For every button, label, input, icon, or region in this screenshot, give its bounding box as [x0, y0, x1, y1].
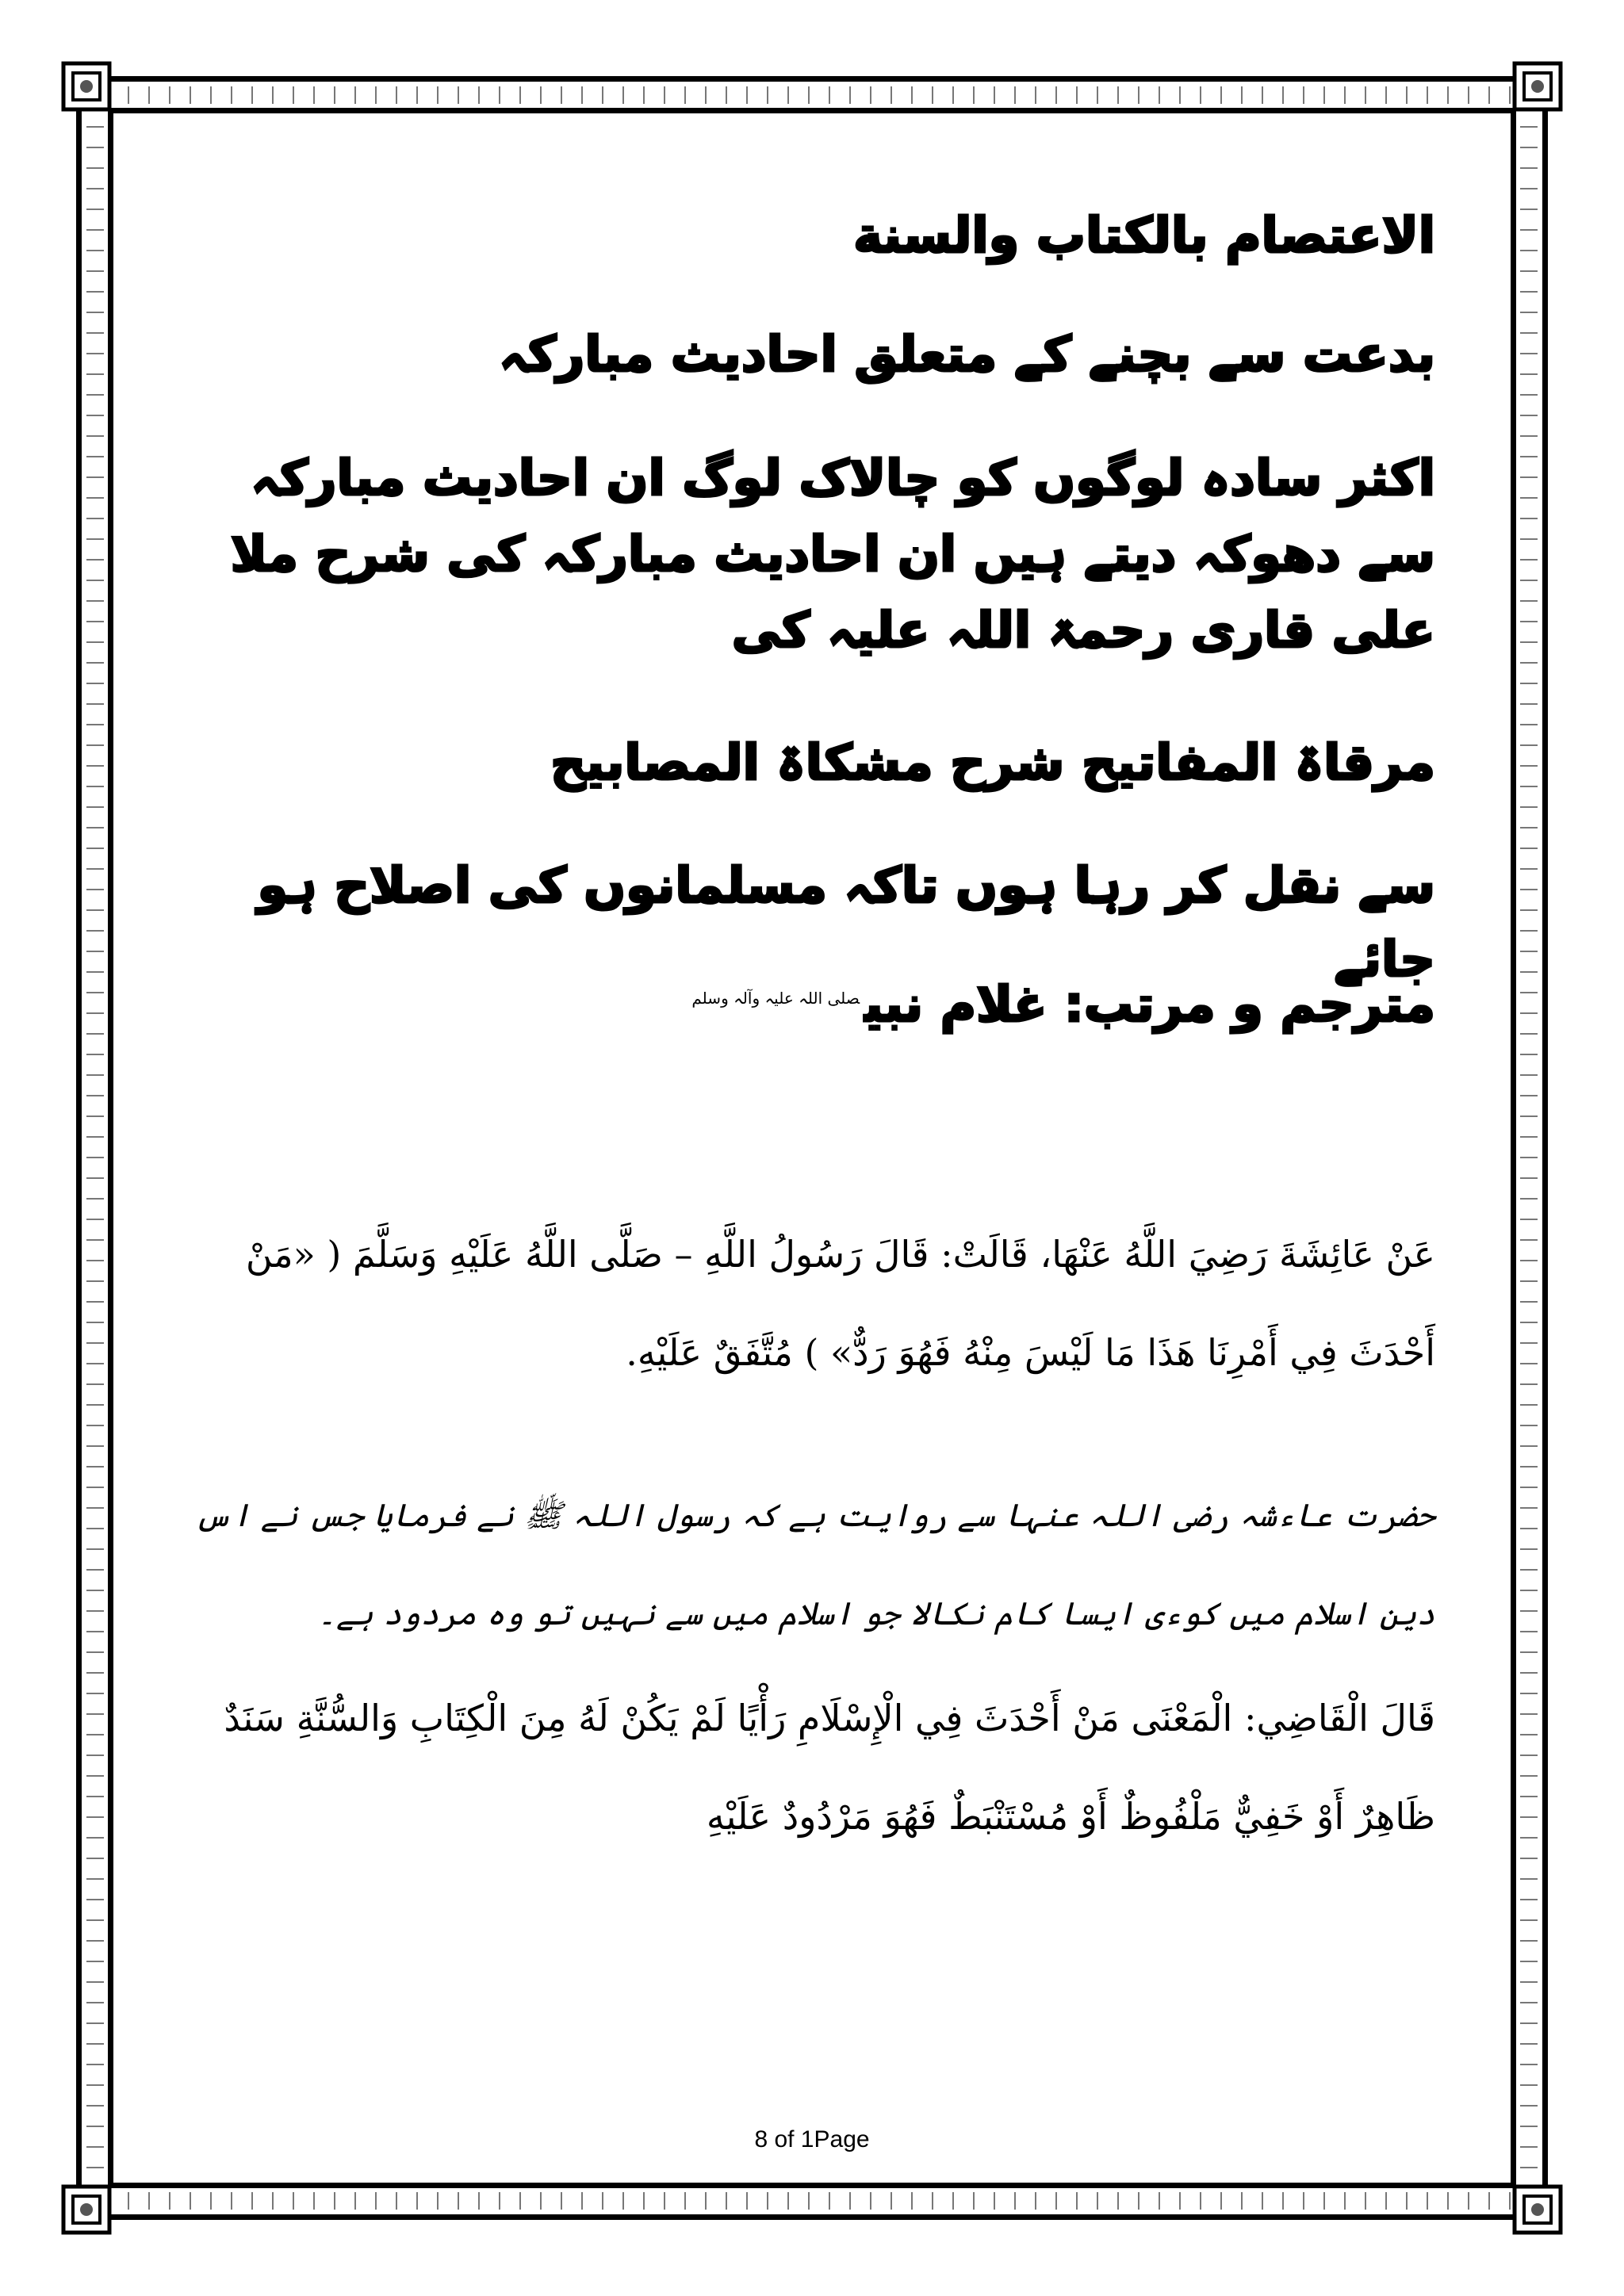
border-band-bottom: [86, 2192, 1538, 2210]
honorific-mark: صلی اللہ علیہ وآلہ وسلم: [691, 989, 860, 1008]
purpose-heading: سے نقل کر رہا ہوں تاکہ مسلمانوں کی اصلاح ہو جائے: [257, 856, 1435, 988]
hadith-urdu-translation: حضرت عاءشہ رضی اللہ عنہا سے روایت ہے کہ رسول اللہ ﷺ نے فرمایا جس نے اس دین اسلام میں کوءی ایسا کام نکالا جو اسلام میں سے نہیں تو وہ مردود ہے۔: [194, 1498, 1435, 1632]
page-content: [182, 198, 1435, 2117]
document-title: الاعتصام بالکتاب والسنة: [853, 206, 1435, 264]
document-subtitle: بدعت سے بچنے کے متعلق احادیث مبارکہ: [499, 325, 1435, 383]
book-title-heading: مرقاۃ المفاتیح شرح مشکاۃ المصابیح: [550, 733, 1435, 791]
border-band-left: [86, 86, 104, 2210]
author-heading: [691, 967, 1435, 1041]
corner-ornament-bottom-right: [1508, 2180, 1567, 2239]
page-footer: 8 of 1Page: [754, 2126, 870, 2152]
author-name: مترجم و مرتب: غلام نبی: [864, 975, 1435, 1033]
corner-ornament-top-left: [57, 57, 116, 116]
commentary-arabic-text: قَالَ الْقَاضِي: الْمَعْنَى مَنْ أَحْدَثَ فِي الْإِسْلَامِ رَأْيًا لَمْ يَكُنْ لَهُ مِنَ الْكِتَابِ وَالسُّنَّةِ سَنَدٌ ظَاهِرٌ أَوْ خَفِيٌّ مَلْفُوظٌ أَوْ مُسْتَنْبَطٌ فَهُوَ مَرْدُودٌ عَلَيْهِ: [224, 1697, 1435, 1838]
hadith-arabic-text: عَنْ عَائِشَةَ رَضِيَ اللَّهُ عَنْهَا، قَالَتْ: قَالَ رَسُولُ اللَّهِ – صَلَّى اللَّهُ عَلَيْهِ وَسَلَّمَ ( «مَنْ أَحْدَثَ فِي أَمْرِنَا هَذَا مَا لَيْسَ مِنْهُ فَهُوَ رَدٌّ» ) مُتَّفَقٌ عَلَيْهِ.: [245, 1233, 1435, 1374]
corner-ornament-top-right: [1508, 57, 1567, 116]
border-band-top: [86, 86, 1538, 104]
border-band-right: [1520, 86, 1538, 2210]
corner-ornament-bottom-left: [57, 2180, 116, 2239]
intro-heading: اکثر سادہ لوگوں کو چالاک لوگ ان احادیث مبارکہ سے دھوکہ دیتے ہیں ان احادیث مبارکہ کی شرح ملا علی قاری رحمۃ اللہ علیہ کی: [230, 449, 1435, 660]
